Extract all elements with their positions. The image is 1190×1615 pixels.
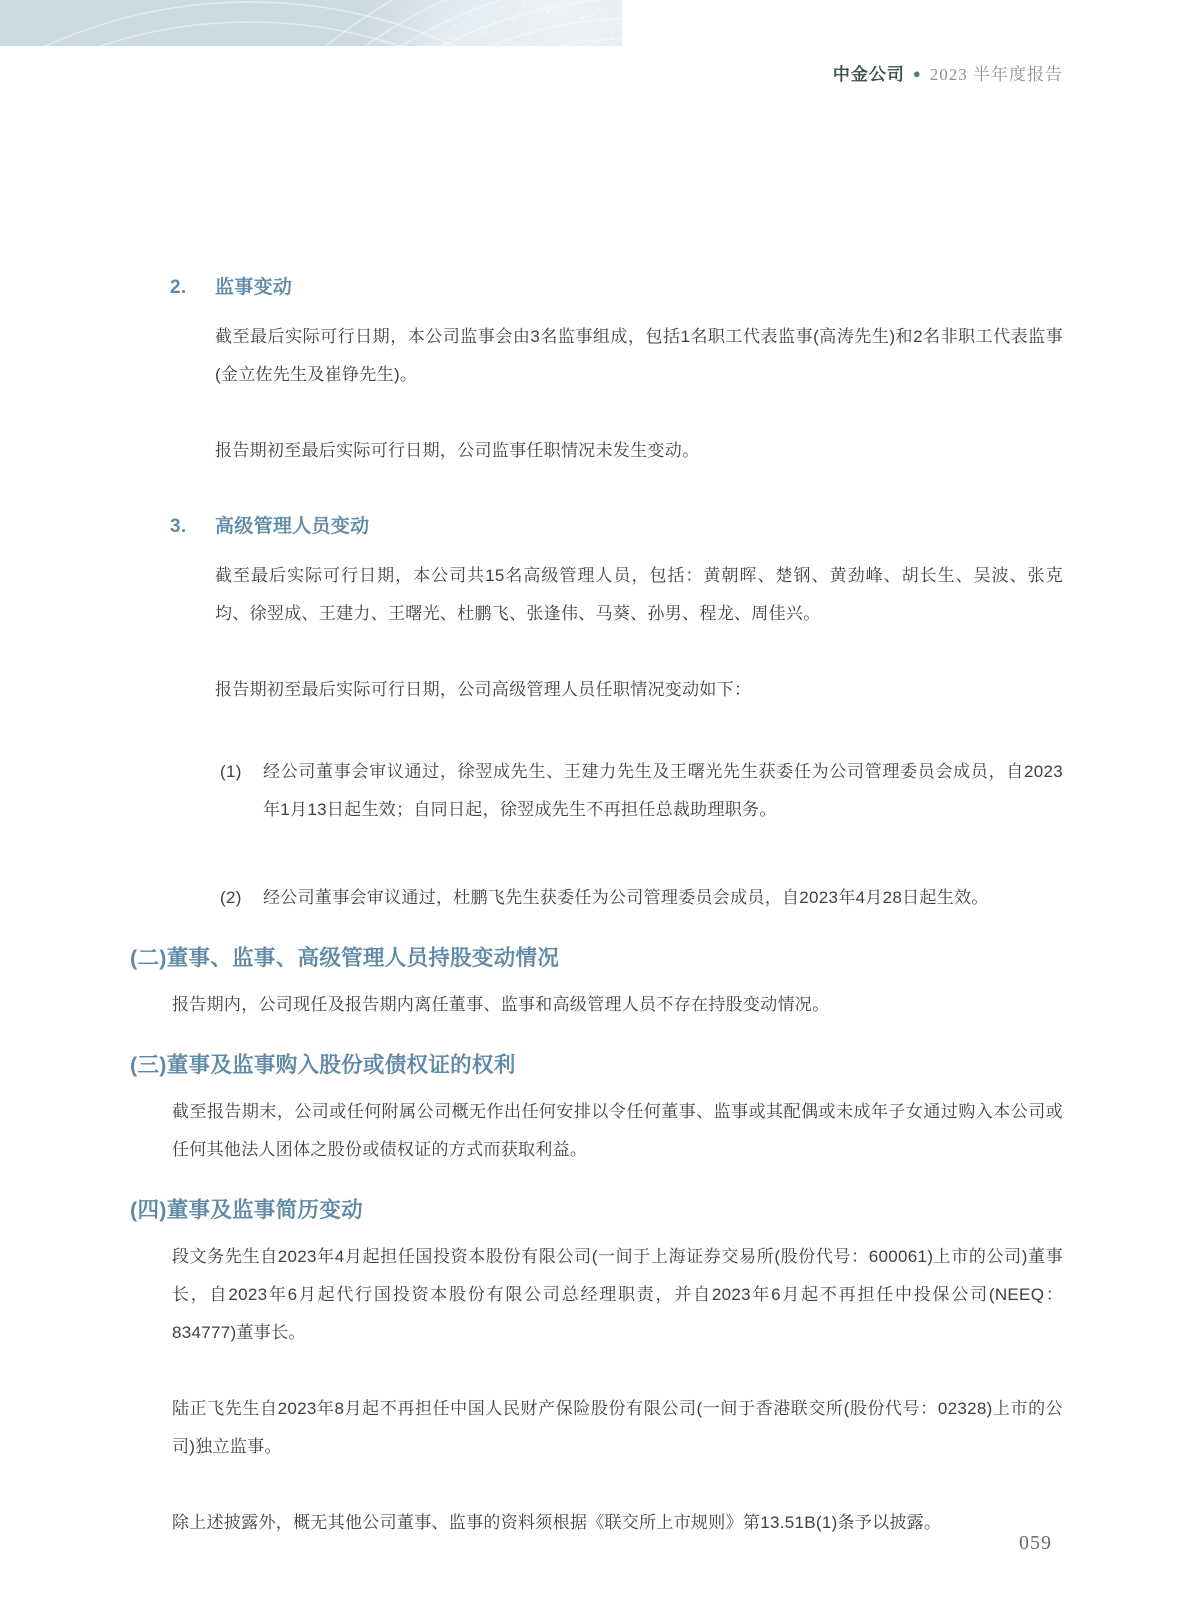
- section-title: 高级管理人员变动: [215, 516, 370, 537]
- list-marker: (1): [220, 762, 242, 781]
- page-number: 059: [1019, 1532, 1052, 1554]
- spacer: [130, 408, 1063, 432]
- paragraph: 截至报告期末，公司或任何附属公司概无作出任何安排以令任何董事、监事或其配偶或未成年子女通过购入本公司或任何其他法人团体之股份或债权证的方式而获取利益。: [172, 1102, 1063, 1159]
- heading-rights-to-purchase-shares: (三)董事及监事购入股份或债权证的权利: [130, 1053, 516, 1077]
- spacer: [130, 723, 1063, 747]
- banner-texture-lines: [0, 0, 622, 46]
- paragraph: 陆正飞先生自2023年8月起不再担任中国人民财产保险股份有限公司(一间于香港联交所(股份代号：02328)上市的公司)独立监事。: [172, 1399, 1063, 1456]
- paragraph: 截至最后实际可行日期，本公司监事会由3名监事组成，包括1名职工代表监事(高涛先生)和2名非职工代表监事(金立佐先生及崔铮先生)。: [215, 327, 1063, 384]
- report-title: 2023 半年度报告: [929, 65, 1063, 84]
- section-title: 监事变动: [215, 277, 293, 298]
- section-heading-supervisor-changes: [130, 275, 1063, 301]
- spacer: [130, 1366, 1063, 1390]
- paragraph: 报告期初至最后实际可行日期，公司高级管理人员任职情况变动如下：: [215, 680, 752, 699]
- paragraph: 段文务先生自2023年4月起担任国投资本股份有限公司(一间于上海证券交易所(股份代号：600061)上市的公司)董事长，自2023年6月起代行国投资本股份有限公司总经理职责，并自2023年6月起不再担任中投保公司(NEEQ：834777)董事长。: [172, 1247, 1063, 1342]
- list-text: 经公司董事会审议通过，徐翌成先生、王建力先生及王曙光先生获委任为公司管理委员会成员，自2023年1月13日起生效；自同日起，徐翌成先生不再担任总裁助理职务。: [263, 762, 1063, 819]
- list-text: 经公司董事会审议通过，杜鹏飞先生获委任为公司管理委员会成员，自2023年4月28日起生效。: [263, 888, 989, 907]
- section-number: 3.: [170, 516, 187, 537]
- paragraph: 截至最后实际可行日期，本公司共15名高级管理人员，包括：黄朝晖、楚钢、黄劲峰、胡长生、吴波、张克均、徐翌成、王建力、王曙光、杜鹏飞、张逢伟、马葵、孙男、程龙、周佳兴。: [215, 566, 1063, 623]
- list-item: [220, 753, 1063, 829]
- paragraph: 除上述披露外，概无其他公司董事、监事的资料须根据《联交所上市规则》第13.51B(1)条予以披露。: [172, 1513, 942, 1532]
- heading-biography-changes: (四)董事及监事简历变动: [130, 1198, 363, 1222]
- list-item: [220, 879, 1063, 917]
- paragraph: 报告期初至最后实际可行日期，公司监事任职情况未发生变动。: [215, 441, 700, 460]
- spacer: [130, 1480, 1063, 1504]
- spacer: [130, 647, 1063, 671]
- section-number: 2.: [170, 277, 187, 298]
- page-header: [833, 60, 1063, 85]
- spacer: [130, 484, 1063, 494]
- report-body: [130, 255, 1063, 1556]
- bullet-separator-icon: ●: [912, 66, 922, 81]
- paragraph: 报告期内，公司现任及报告期内离任董事、监事和高级管理人员不存在持股变动情况。: [172, 995, 830, 1014]
- decorative-banner: [0, 0, 622, 46]
- spacer: [130, 849, 1063, 873]
- company-name: 中金公司: [832, 65, 905, 84]
- list-marker: (2): [220, 888, 242, 907]
- section-heading-senior-management-changes: [130, 514, 1063, 540]
- heading-shareholding-changes: (二)董事、监事、高级管理人员持股变动情况: [130, 946, 560, 970]
